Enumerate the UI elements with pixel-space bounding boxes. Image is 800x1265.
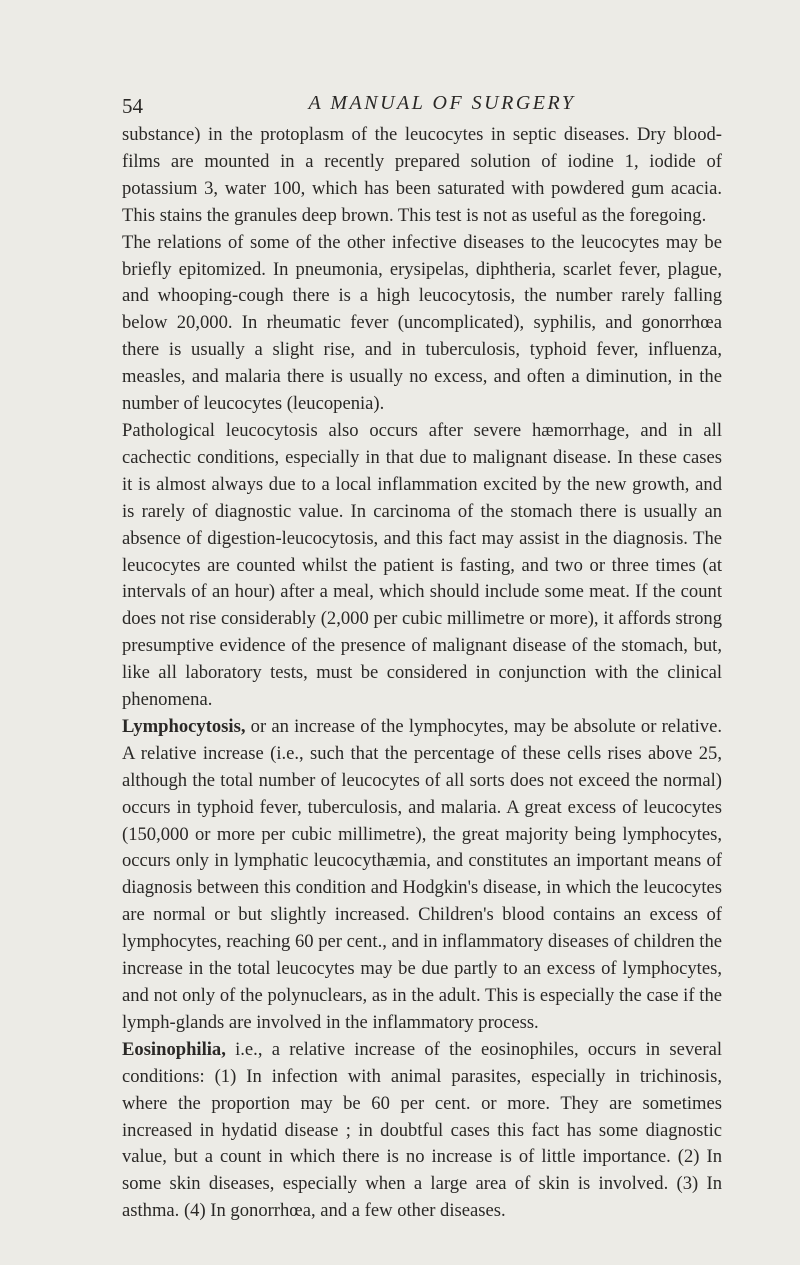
paragraph-continuation [122, 122, 722, 230]
paragraph-text: i.e., a relative increase of the eosinophiles, occurs in several conditions: (1) In infection with animal parasites, especially in trichinosis, where the proportion may be 60 per cent. or more. They are sometimes increased in hydatid disease ; in doubtful cases this fact has some diagnostic value, but a count in which there is no increase is of little importance. (2) In some skin diseases, especially when a large area of skin is involved. (3) In asthma. (4) In gonorrhœa, and a few other diseases. [122, 1038, 722, 1222]
paragraph-lead-term: Eosinophilia, [122, 1038, 226, 1060]
running-title: A MANUAL OF SURGERY [308, 92, 576, 114]
paragraph-text: or an increase of the lymphocytes, may be absolute or relative. A relative increase (i.e., such that the percentage of these cells rises above 25, although the total number of leucocytes of all sorts does not exceed the normal) occurs in typhoid fever, tuberculosis, and malaria. A great excess of leucocytes (150,000 or more per cubic millimetre), the great majority being lymphocytes, occurs only in lymphatic leucocythæmia, and constitutes an important means of diagnosis between this condition and Hodgkin's disease, in which the leucocytes are normal or but slightly increased. Children's blood contains an excess of lymphocytes, reaching 60 per cent., and in inflammatory diseases of children the increase in the total leucocytes may be due partly to an excess of lymphocytes, and not only of the polynuclears, as in the adult. This is especially the case if the lymph-glands are involved in the inflammatory process. [122, 715, 722, 1033]
paragraph-text: The relations of some of the other infective diseases to the leucocytes may be briefly epitomized. In pneumonia, erysipelas, diphtheria, scarlet fever, plague, and whooping-cough there is a high leucocytosis, the number rarely falling below 20,000. In rheumatic fever (uncomplicated), syphilis, and gonorrhœa there is usually a slight rise, and in tuberculosis, typhoid fever, influenza, measles, and malaria there is usually no excess, and often a diminution, in the number of leucocytes (leucopenia). [122, 231, 722, 415]
paragraph-pathological-leucocytosis [122, 418, 722, 714]
page-header [122, 88, 722, 118]
paragraph-lymphocytosis [122, 714, 722, 1037]
page-number: 54 [122, 94, 143, 118]
paragraph-infective-diseases [122, 230, 722, 418]
paragraph-text: Pathological leucocytosis also occurs after severe hæmorrhage, and in all cachectic conditions, especially in that due to malignant disease. In these cases it is almost always due to a local inflammation excited by the new growth, and is rarely of diagnostic value. In carcinoma of the stomach there is usually an absence of digestion-leucocytosis, and this fact may assist in the diagnosis. The leucocytes are counted whilst the patient is fasting, and two or three times (at intervals of an hour) after a meal, which should include some meat. If the count does not rise considerably (2,000 per cubic millimetre or more), it affords strong presumptive evidence of the presence of malignant disease of the stomach, but, like all laboratory tests, must be considered in conjunction with the clinical phenomena. [122, 419, 722, 711]
paragraph-eosinophilia [122, 1037, 722, 1225]
paragraph-text: substance) in the protoplasm of the leucocytes in septic diseases. Dry blood-films are mounted in a recently prepared solution of iodine 1, iodide of potassium 3, water 100, which has been saturated with powdered gum acacia. This stains the granules deep brown. This test is not as useful as the foregoing. [122, 124, 722, 226]
body-text [122, 122, 722, 1225]
paragraph-lead-term: Lymphocytosis, [122, 715, 246, 737]
